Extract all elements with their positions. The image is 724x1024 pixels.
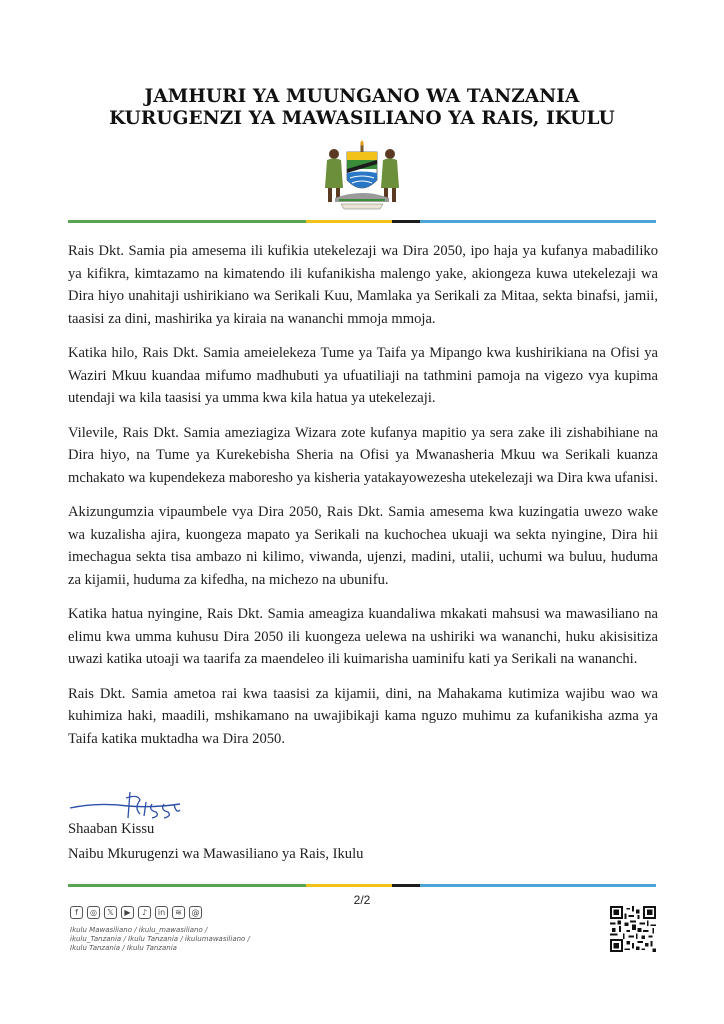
page-number: 2/2 [353,893,371,907]
signatory-name: Shaaban Kissu [68,821,155,837]
signatory-title: Naibu Mkurugenzi wa Mawasiliano ya Rais, Ikulu [68,846,364,862]
header-color-stripe [68,220,656,223]
instagram-icon[interactable]: ◎ [87,906,100,919]
youtube-icon[interactable]: ▶ [121,906,134,919]
linkedin-icon[interactable]: in [155,906,168,919]
paragraph: Akizungumzia vipaumbele vya Dira 2050, Rais Dkt. Samia amesema kwa kuzingatia uwezo wake wa kuzalisha ajira, kuongeza mapato ya Serikali na kuchochea ukuaji wa sekta nyingine, Dira hii imechagua sekta tisa ambazo ni kilimo, viwanda, ujenzi, madini, utalii, uchumi wa buluu, huduma za kijamii, huduma za kifedha, na michezo na ubunifu. [68,504,658,588]
spotify-icon[interactable]: ≋ [172,906,185,919]
tiktok-icon[interactable]: ♪ [138,906,151,919]
paragraph: Rais Dkt. Samia pia amesema ili kufikia utekelezaji wa Dira 2050, ipo haja ya kufanya mabadiliko ya kifikra, kimtazamo na kimatendo ili kufanikisha malengo yake, akiongeza kuwa utekelezaji wa Dira hiyo unahitaji ushirikiano wa Serikali Kuu, Mamlaka ya Serikali za Mitaa, sekta binafsi, jamii, taasisi za dini, mashirika ya kiraia na wananchi mmoja mmoja. [68,243,658,327]
x-icon[interactable]: 𝕏 [104,906,117,919]
footer-color-stripe [68,884,656,887]
paragraph: Rais Dkt. Samia ametoa rai kwa taasisi za kijamii, dini, na Mahakama kutimiza wajibu wao wa kuhimiza haki, maadili, mshikamano na uwajibikaji kama nguzo muhimu za kufanikisha azma ya Taifa katika muktadha wa Dira 2050. [68,685,658,747]
facebook-icon[interactable]: f [70,906,83,919]
paragraph: Katika hilo, Rais Dkt. Samia ameielekeza Tume ya Taifa ya Mipango kwa kushirikiana na Ofisi ya Waziri Mkuu kuandaa mifumo madhubuti ya ufuatiliaji na tathmini pamoja na vigezo vya kupima utendaji wa kila taasisi ya umma kwa kila hatua ya utekelezaji. [68,345,658,406]
social-icons [70,906,202,919]
social-handles: Ikulu Mawasiliano / ikulu_mawasiliano / ikulu_Tanzania / Ikulu Tanzania / ikulumawasiliano / Ikulu Tanzania / Ikulu Tanzania [70,926,250,952]
paragraph: Katika hatua nyingine, Rais Dkt. Samia ameagiza kuandaliwa mkakati mahsusi wa mawasiliano na elimu kwa umma kuhusu Dira 2050 ili kuongeza uelewa na ushiriki wa wananchi, huku akisisitiza uwazi katika utoaji wa taarifa za maendeleo ili kuimarisha uaminifu kati ya Serikali na wananchi. [68,606,658,667]
qr-code-icon[interactable] [610,906,656,952]
paragraph: Vilevile, Rais Dkt. Samia ameziagiza Wizara zote kufanya mapitio ya sera zake ili zishabihiane na Dira hiyo, na Tume ya Kurekebisha Sheria na Ofisi ya Mwanasheria Mkuu wa Serikali kuanza mchakato wa kupendekeza maboresho ya kisheria yatakayowezesha utekelezaji wa Dira kwa ufanisi. [68,424,658,486]
body-text [68,240,658,762]
tanzania-coat-of-arms-icon [317,140,407,210]
header-line-1: JAMHURI YA MUUNGANO WA TANZANIA [144,86,580,107]
header-line-2: KURUGENZI YA MAWASILIANO YA RAIS, IKULU [109,108,615,129]
threads-icon[interactable]: @ [189,906,202,919]
